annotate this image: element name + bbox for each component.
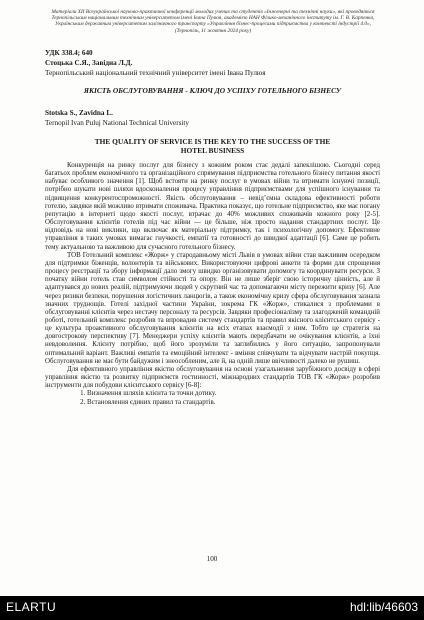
title-en-line-2: HOTEL BUSINESS xyxy=(180,146,245,155)
authors-en: Stotska S., Zavidna L. xyxy=(45,109,113,117)
conference-header: Матеріали XII Всеукраїнської науково-практичної конференції молодих учених та студентів «Інженерні та технічні науки», які проводяться Тернопільським національним технічним університетом імені Івана Пулюя, академією НАН Фізико-механічного інституту ім. Г. В. Карпенка, Українським державним університетом залізничного транспорту «Управління бізнес-процесами підприємства у контексті індустрії 4.0», (Тернопіль, 11 жовтня 2024 року) xyxy=(51,9,375,34)
tools-list xyxy=(45,390,380,406)
paragraph: Для ефективного управління якістю обслуговування на основі узагальнення зарубіжного досвіду в сфері управління якістю та розвитку підприємств гостинності, міжнародних стандартів ТОВ ГК «Жорж» розробив інструменти для побудови клієнтського сервісу [6-8]: xyxy=(45,365,380,390)
list-item: 1. Визначення шляхів клієнта та точки дотику. xyxy=(87,390,380,398)
title-en xyxy=(45,137,380,155)
title-ua: ЯКІСТЬ ОБСЛУГОВУВАННЯ - КЛЮЧ ДО УСПІХУ ГОТЕЛЬНОГО БІЗНЕСУ xyxy=(83,86,342,95)
list-item: 2. Встановлення єдиних правил та стандартів. xyxy=(87,399,380,407)
handle-identifier: hdl:lib/46603 xyxy=(349,600,418,614)
authors-ua: Стоцька С.Я., Завідна Л.Д. xyxy=(45,59,133,67)
page-number: 100 xyxy=(206,555,218,563)
paragraph: ТОВ Готельний комплекс «Жорж» у стародавньому місті Львів в умовах війни став важливим осередком для підтримки біженців, волонтерів та військових. Використовуючи цифрові анкети та форми для спрощення процесу реєстрації та збору інформації дало змогу швидко організовувати допомогу та координувати ресурси. З початку війни готель став символом стійкості та опору. Він не лише зберіг свою історичну цінність, але й адаптувався до нових реалій, підтримуючи людей у скрутний час та допомагаючи місту пережити кризу [6]. Але через ризики безпеки, порушення логістичних ланцюгів, а також економічну кризу сфера обслуговування зазнала значних труднощів. Готелі західної частини України, зокрема ГК «Жорж», стикалися з проблемами в обслуговуванні клієнтів через нестачу персоналу та ресурсів. Завдяки професіоналізму та злагодженій командній роботі, готельний комплекс розробив та впровадив систему стандартів та правил якісного клієнтського сервісу - це культура проактивного обслуговування клієнтів на всіх етапах взаємодії з ним. Тобто це стратегія на довгострокову перспективу [7]. Менеджери успіху клієнтів мають передбачати не очікування клієнтів, а їхні невдоволення. Клієнту потрібно, щоб його зрозуміли та заглибились у його ситуацію, запропонували оптимальний варіант. Важливі емпатія та емоційний інтелект - вміння співчувати та відчувати настрій покупця. Обслуговування не має бути байдужим і знеособленим, але й, на одній лише ввічливості далеко не рушиш. xyxy=(45,251,380,365)
article-body xyxy=(45,162,380,407)
affiliation-ua: Тернопільський національний технічний університет імені Івана Пулюя xyxy=(45,69,266,77)
affiliation-en: Ternopil Ivan Puluj National Technical University xyxy=(45,119,189,127)
paragraph: Конкуренція на ринку послуг для бізнесу з кожним роком стає дедалі запеклішою. Сьогодні серед багатьох проблем економічного та організаційного спрямування підприємства готельного бізнесу питання якості набуває особливого значення [1]. Щоб встояти на ринку послуг в умовах війни та втримати існуючі позиції, потрібно шукати нові шляхи вдосконалення процесу управління підприємствами для успішного існування та підвищення конкурентоспроможності. Якість обслуговування – невід’ємна складова ефективності роботи готелю, завдяки якій можливо втримати споживача. Практика показує, що готельне підприємство, яке має погану репутацію в інтернеті щодо якості послуг, втрачає до 40% можливих споживачів кожного року [2-5]. Обслуговування клієнтів готелів під час війни — це більше, ніж просто надання стандартних послуг. Це відповідь на нові виклики, що включає як матеріальну підтримку, так і психологічну допомогу. Ефективне управління в таких умовах вимагає гнучкості, емпатії та готовності до швидкої адаптації [6]. Саме це робить тему актуальною та важливою для сучасного готельного бізнесу. xyxy=(45,162,380,251)
repository-footer xyxy=(0,596,424,620)
udk-code: УДК 338.4; 640 xyxy=(45,49,93,57)
title-en-line-1: THE QUALITY OF SERVICE IS THE KEY TO THE SUCCESS OF THE xyxy=(94,137,331,146)
repository-name: ELARTU xyxy=(6,600,57,614)
